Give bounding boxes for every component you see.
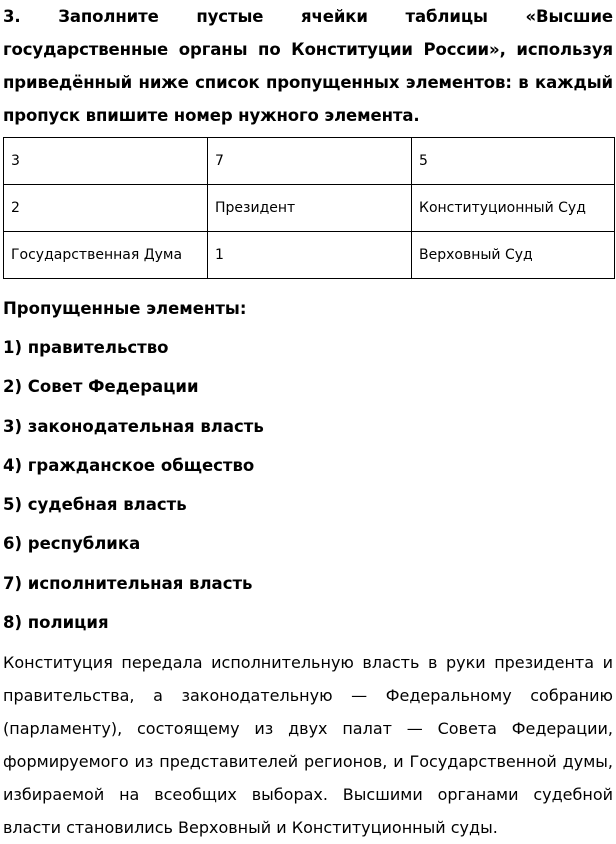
table-row (4, 138, 615, 185)
task-text: 3. Заполните пустые ячейки таблицы «Высшие государственные органы по Конституции России», используя приведённый ниже список пропущенных элементов: в каждый пропуск впишите номер нужного элемента. (3, 7, 613, 125)
table-cell: 1 (208, 232, 412, 279)
table-cell: Верховный Суд (412, 232, 615, 279)
list-item: 7) исполнительная власть (3, 573, 253, 593)
table-cell: Государственная Дума (4, 232, 208, 279)
list-item: 8) полиция (3, 613, 109, 633)
list-item: 5) судебная власть (3, 495, 187, 515)
missing-elements-title: Пропущенные элементы: (3, 299, 247, 318)
list-item: 4) гражданское общество (3, 455, 255, 475)
table-cell: 3 (4, 138, 208, 185)
missing-elements-list (3, 331, 264, 645)
table-row (4, 185, 615, 232)
table-row (4, 232, 615, 279)
table-cell: Конституционный Суд (412, 185, 615, 232)
table-cell: Президент (208, 185, 412, 232)
list-item: 6) республика (3, 534, 141, 554)
list-item: 2) Совет Федерации (3, 377, 199, 397)
table-cell: 5 (412, 138, 615, 185)
state-bodies-table (3, 137, 615, 279)
list-item: 1) правительство (3, 338, 169, 357)
table-cell: 7 (208, 138, 412, 185)
table-cell: 2 (4, 185, 208, 232)
list-item: 3) законодательная власть (3, 416, 264, 436)
answer-paragraph: Конституция передала исполнительную власть в руки президента и правительства, а законодательную — Федеральному собранию (парламенту), состоящему из двух палат — Совета Федерации, формируемого из представителей регионов, и Государственной думы, избираемой на всеобщих выборах. Высшими органами судебной власти становились Верховный и Конституционный суды. (3, 653, 613, 837)
